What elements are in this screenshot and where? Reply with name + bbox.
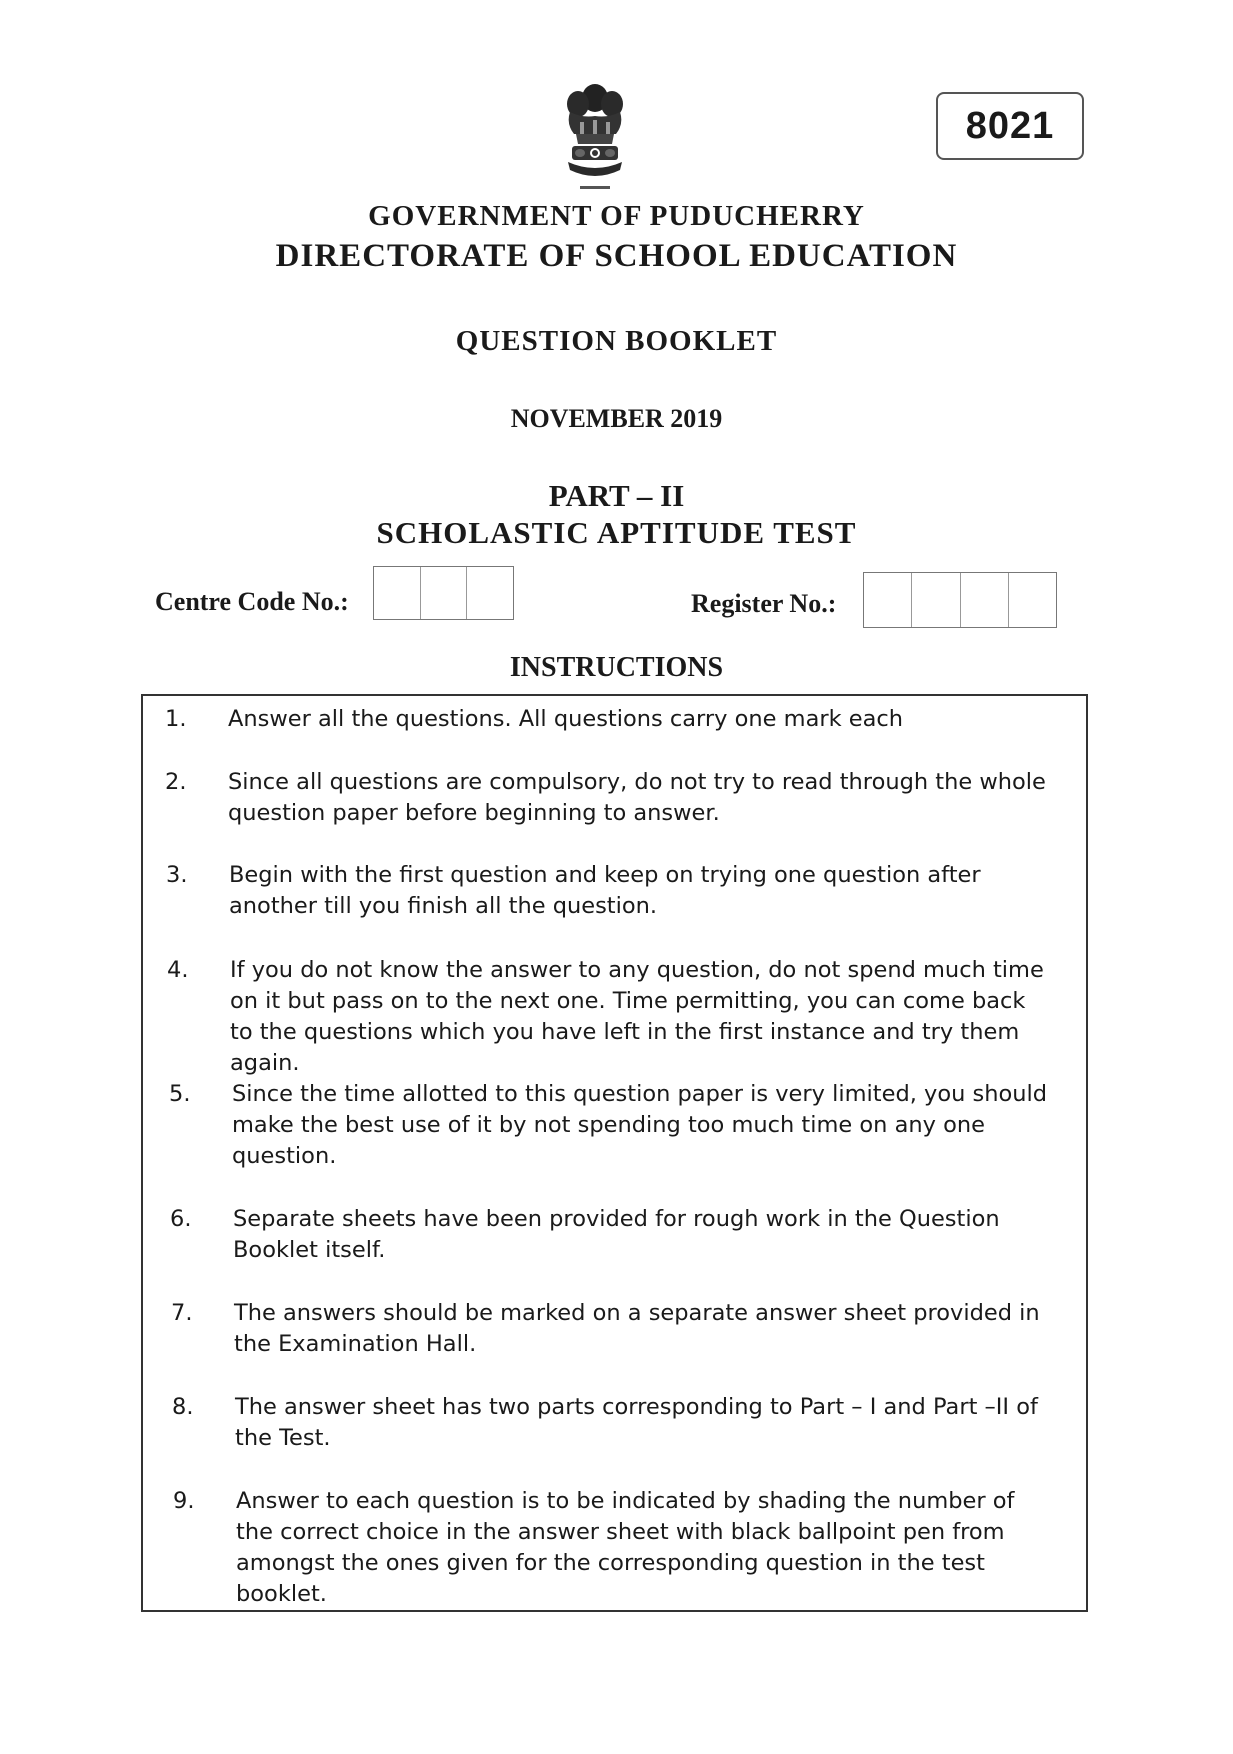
- instructions-title: INSTRUCTIONS: [509, 652, 724, 683]
- instruction-text: Begin with the first question and keep on trying one question after another till you finish all the question.: [229, 862, 981, 919]
- centre-code-label: Centre Code No.:: [155, 587, 349, 616]
- government-title: GOVERNMENT OF PUDUCHERRY: [368, 200, 865, 232]
- instruction-number: 5.: [169, 1081, 191, 1107]
- register-no-label: Register No.:: [691, 589, 837, 618]
- instruction-text: The answers should be marked on a separate answer sheet provided in the Examination Hall.: [234, 1300, 1040, 1357]
- booklet-code: 8021: [936, 92, 1084, 160]
- register-no-boxes[interactable]: [863, 572, 1057, 628]
- instruction-number: 8.: [172, 1394, 194, 1420]
- instruction-text: The answer sheet has two parts corresponding to Part – I and Part –II of the Test.: [235, 1394, 1038, 1451]
- instruction-text: Separate sheets have been provided for rough work in the Question Booklet itself.: [233, 1206, 1000, 1263]
- centre-code-boxes[interactable]: [373, 566, 514, 620]
- booklet-title: QUESTION BOOKLET: [455, 325, 778, 357]
- national-emblem-icon: [560, 78, 630, 196]
- instruction-text: Since all questions are compulsory, do not try to read through the whole question paper before beginning to answer.: [228, 769, 1046, 826]
- instruction-number: 9.: [173, 1488, 195, 1514]
- register-no-digit[interactable]: [912, 573, 960, 627]
- instruction-number: 7.: [171, 1300, 193, 1326]
- centre-code-digit[interactable]: [374, 567, 421, 619]
- directorate-title: DIRECTORATE OF SCHOOL EDUCATION: [275, 238, 958, 274]
- instruction-text: Since the time allotted to this question paper is very limited, you should make the best use of it by not spending too much time on any one question.: [232, 1081, 1048, 1169]
- instruction-text: Answer all the questions. All questions carry one mark each: [228, 706, 904, 732]
- instruction-text: If you do not know the answer to any question, do not spend much time on it but pass on to the next one. Time permitting, you can come back to the questions which you have left in the first instance and try them again.: [230, 957, 1044, 1076]
- exam-date: NOVEMBER 2019: [510, 404, 723, 433]
- instruction-number: 2.: [165, 769, 187, 795]
- test-name: SCHOLASTIC APTITUDE TEST: [376, 515, 857, 550]
- centre-code-digit[interactable]: [421, 567, 468, 619]
- instruction-number: 4.: [167, 957, 189, 983]
- instruction-number: 1.: [165, 706, 187, 732]
- instruction-number: 6.: [170, 1206, 192, 1232]
- register-no-digit[interactable]: [864, 573, 912, 627]
- register-no-digit[interactable]: [1009, 573, 1056, 627]
- part-title: PART – II: [548, 478, 685, 513]
- centre-code-digit[interactable]: [467, 567, 513, 619]
- instruction-text: Answer to each question is to be indicated by shading the number of the correct choice in the answer sheet with black ballpoint pen from amongst the ones given for the corresponding question in the test booklet.: [236, 1488, 1015, 1607]
- register-no-digit[interactable]: [961, 573, 1009, 627]
- instruction-number: 3.: [166, 862, 188, 888]
